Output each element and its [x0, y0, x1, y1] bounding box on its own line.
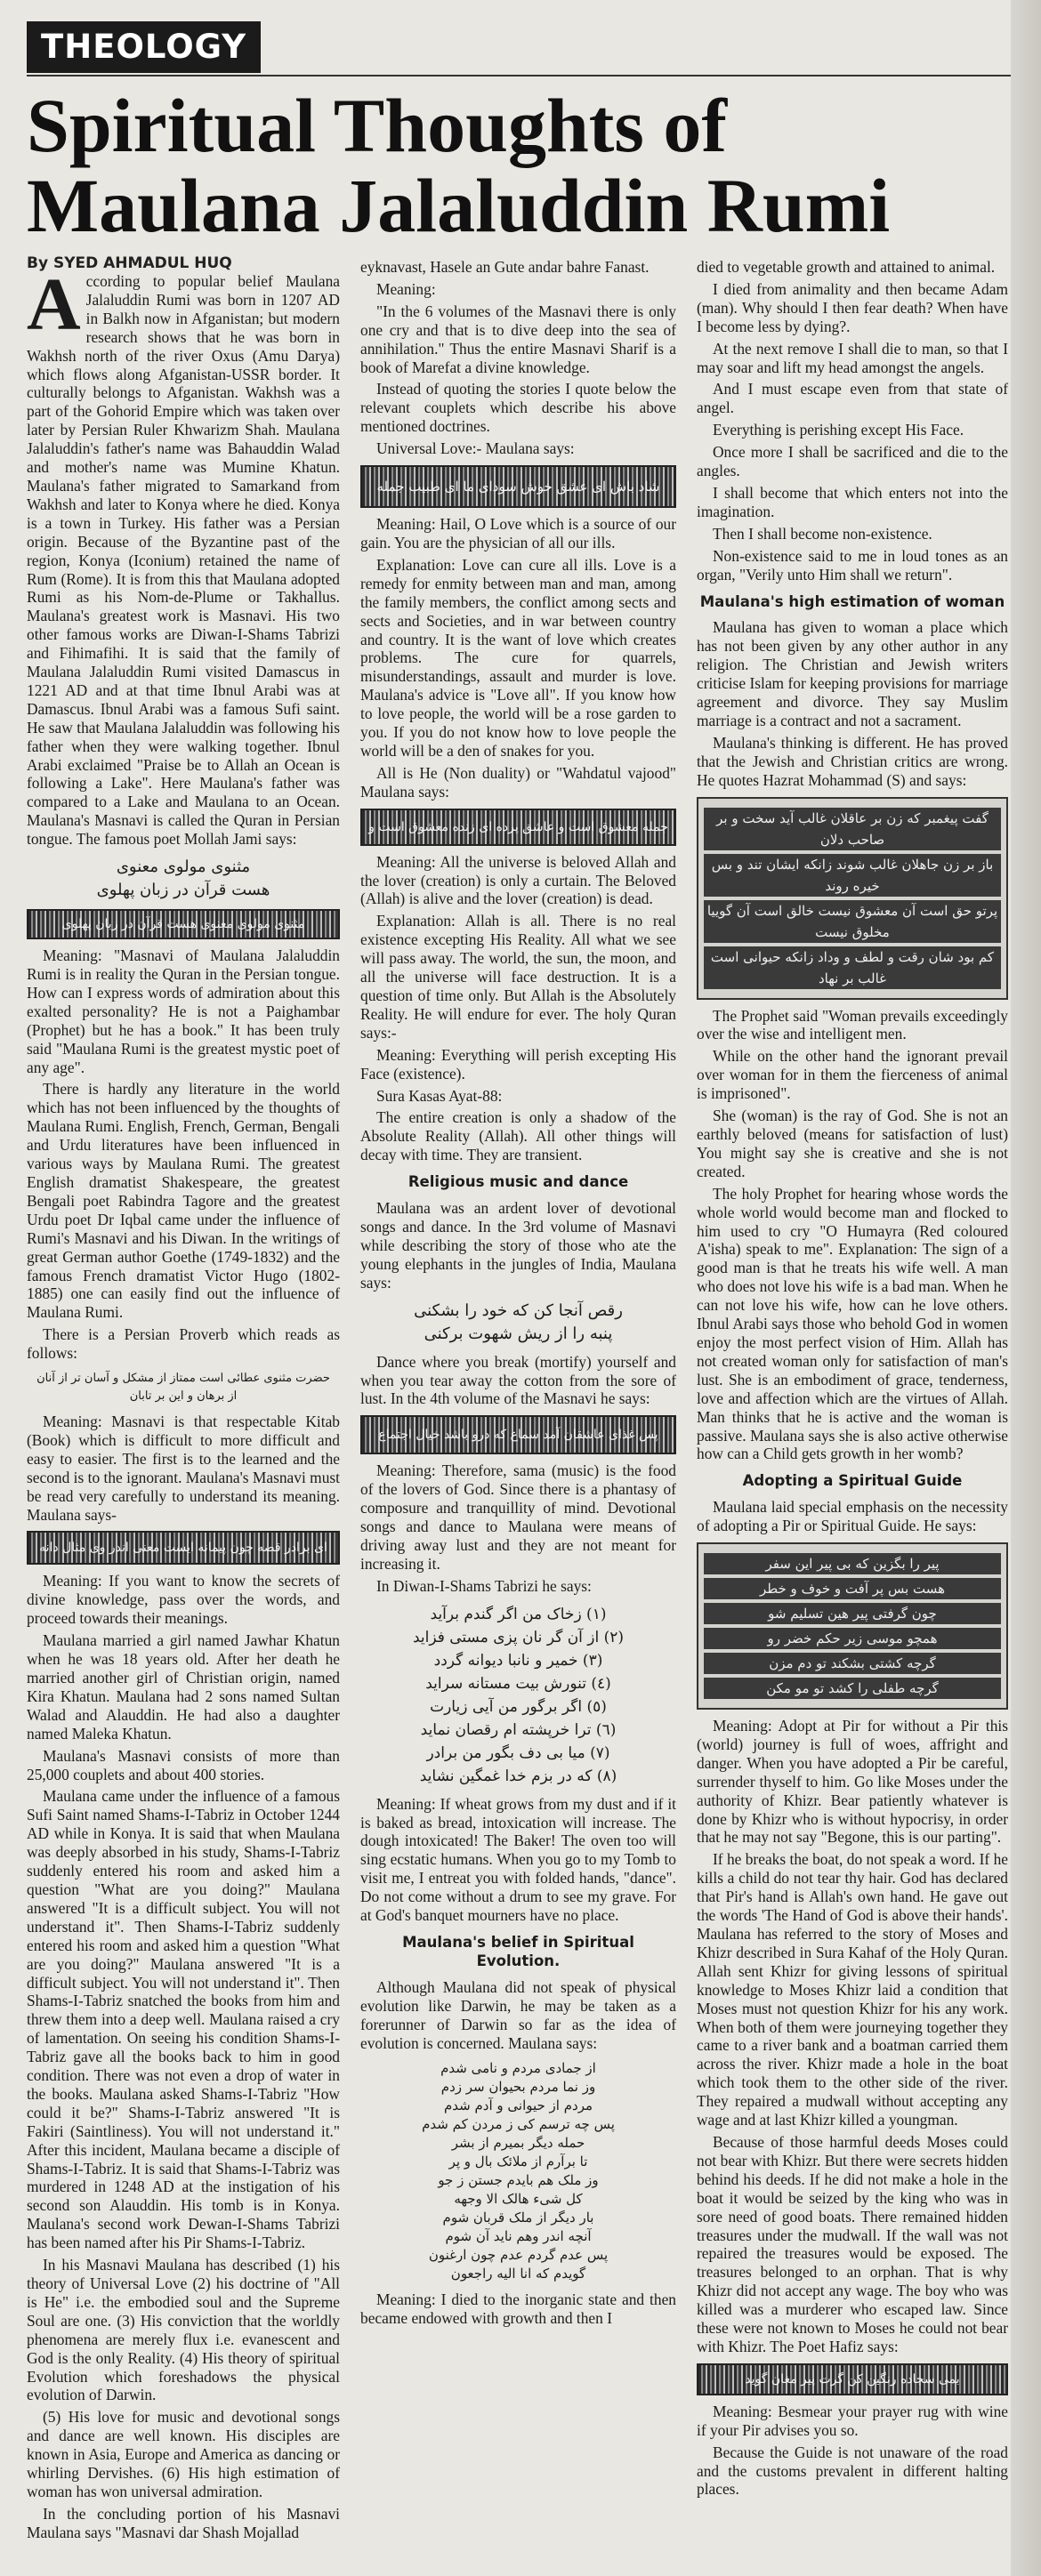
paragraph: The entire creation is only a shadow of the Absolute Reality (Allah). All other things will decay with time. They are transient.	[360, 1108, 676, 1164]
section-heading: Religious music and dance	[408, 1173, 629, 1191]
calligraphy-strip: مثنوی مولوی معنوی هست قرآن در زبان پهلوی	[27, 909, 340, 939]
paragraph: Maulana has given to woman a place which has not been given by any other author in any religion. The Christian and Jewish writers criticise Islam for keeping provisions for marriage agreement and divorce. They say Muslim marriage is a contract and not a sacrament.	[697, 618, 1008, 729]
paragraph: I died from animality and then became Adam (man). Why should I then fear death? When have I become less by dying?.	[697, 279, 1008, 335]
section-heading: Maulana's belief in Spiritual Evolution.	[402, 1934, 634, 1969]
verse-line: (٨) که در بزم خدا غمگین نشاید	[419, 1767, 617, 1785]
persian-couplet	[27, 856, 340, 902]
section-label: THEOLOGY	[27, 21, 261, 73]
paragraph: Meaning: "Masnavi of Maulana Jalaluddin Rumi is in reality the Quran in the Persian tongue. How can I express words of admiration about this exalted personality? He is not a Paighambar (Prophet) but he has a book." It has been truly said "Maulana Rumi is the greatest mystic poet of any age".	[27, 946, 340, 1076]
paragraph: Meaning: Therefore, sama (music) is the food of the lovers of God. Since there is a phantasy of composure and tranquillity of mind. Devotional songs and dance to Maulana were means of driving away lust and they are not meant for increasing it.	[360, 1461, 676, 1573]
calligraphy-panel	[697, 797, 1008, 1000]
couplet-line: هست قرآن در زبان پهلوی	[96, 881, 270, 900]
paragraph: Meaning:	[376, 279, 436, 298]
calligraphy-line: گرچه طفلی را کشد تو مو مکن	[704, 1678, 1001, 1699]
calligraphy-line: چون گرفتی پیر هین تسلیم شو	[704, 1603, 1001, 1624]
paragraph: Non-existence said to me in loud tones as an organ, "Verily unto Him shall we return".	[697, 546, 1008, 584]
paragraph: The Prophet said "Woman prevails exceedingly over the wise and intelligent men.	[697, 1006, 1008, 1043]
paragraph: Although Maulana did not speak of physical evolution like Darwin, he may be taken as a forerunner of Darwin so far as the idea of evolution is concerned. Maulana says:	[360, 1977, 676, 2052]
verse-line: (٥) اگر برگور من آیی زیارت	[430, 1697, 607, 1716]
couplet-line: مثنوی مولوی معنوی	[116, 857, 251, 877]
paragraph: And I must escape even from that state of angel.	[697, 380, 1008, 417]
column-2	[360, 258, 676, 2331]
paragraph: Meaning: Masnavi is that respectable Kitab (Book) which is difficult to more difficult and easy to easier. The first is to the learned and the second is to the ignorant. Maulana's Masnavi must be read very carefully to understand its meaning. Maulana says-	[27, 1413, 340, 1524]
divider	[27, 75, 1023, 76]
paragraph: died to vegetable growth and attained to animal.	[697, 258, 996, 276]
paragraph: Meaning: If you want to know the secrets of divine knowledge, pass over the words, and proceed towards their meanings.	[27, 1572, 340, 1628]
couplet-line: حضرت مثنوی عطائی است ممتاز از مشکل و آسان تر از آنان	[36, 1372, 330, 1386]
page-edge	[1011, 0, 1041, 2576]
persian-proverb	[27, 1370, 340, 1405]
couplet-line: از برهان و این بر تابان	[129, 1389, 238, 1404]
paragraph: If he breaks the boat, do not speak a word. If he kills a child do not tear thy hair. God has declared that Pir's hand is Allah's own hand. He gave out the words 'The Hand of God is above their hands'. Maulana has referred to the story of Moses and Khizr described in Sura Kahaf of the Holy Quran. Allah sent Khizr for giving lessons of spiritual knowledge to Moses Khizr laid a condition that Moses must not question Khizr for his any work. When both of them were journeying together they came to a river bank and a boatman carried them across the river. Khizr made a hole in the boat which took them to the other side of the river. They repaired a mudwall without accepting any wage and at last Khizr killed a youngman.	[697, 1850, 1008, 2129]
calligraphy-strip: جمله معشوق است و عاشق پرده ای زنده معشوق است و	[360, 809, 676, 846]
calligraphy-strip: پس غذای عاشقان آمد سماع که درو باشد خیال اجتماع	[360, 1415, 676, 1454]
calligraphy-line: کم بود شان رقت و لطف و وداد زانکه حیوانی است غالب بر نهاد	[704, 946, 1001, 989]
paragraph: (5) His love for music and devotional songs and dance are well known. His disciples are known in Asia, Europe and America as dancing or whirling Dervishes. (6) His high estimation of woman has won universal admiration.	[27, 2408, 340, 2500]
persian-verses	[360, 2059, 676, 2283]
paragraph: At the next remove I shall die to man, so that I may soar and lift my head amongst the angels.	[697, 339, 1008, 376]
verse-line: مردم از حیوانی و آدم شدم	[443, 2097, 593, 2114]
column-3	[697, 258, 1008, 2502]
persian-couplet	[360, 1300, 676, 1346]
calligraphy-line: هست بس پر آفت و خوف و خطر	[704, 1578, 1001, 1599]
paragraph: Sura Kasas Ayat-88:	[376, 1086, 503, 1105]
paragraph: Universal Love:- Maulana says:	[376, 439, 575, 458]
paragraph: There is a Persian Proverb which reads as follows:	[27, 1325, 340, 1363]
paragraph: Meaning: Everything will perish excepting His Face (existence).	[360, 1045, 676, 1083]
calligraphy-line: پیر را بگزین که بی پیر این سفر	[704, 1553, 1001, 1574]
paragraph: Then I shall become non-existence.	[713, 524, 932, 543]
paragraph: Dance where you break (mortify) yourself and when you tear away the cotton from the sore of lust. In the 4th volume of the Masnavi he says:	[360, 1352, 676, 1408]
paragraph: Meaning: I died to the inorganic state and then became endowed with growth and then I	[360, 2290, 676, 2328]
paragraph: Because the Guide is not unaware of the road and the customs prevalent in different halting places.	[697, 2443, 1008, 2499]
verse-line: (١) زخاک من اگر گندم برآید	[430, 1605, 607, 1623]
calligraphy-strip: شاد باش ای عشق خوش سودای ما ای طبیب جمله	[360, 465, 676, 508]
paragraph: Meaning: If wheat grows from my dust and if it is baked as bread, intoxication will increase. The dough intoxicated! The Baker! The oven too will sing ecstatic humans. When you go to my Tomb to visit me, I entreat you with folded hands, "dance". Do not come without a drum to see my grave. For at God's banquet mourners have no place.	[360, 1794, 676, 1925]
paragraph: The holy Prophet for hearing whose words the whole world would become man and flocked to him used to cry "O Humayra (Red coloured A'isha) speak to me". Explanation: The sign of a good man is that he treats his wife well. A man who does not love his wife is a bad man. When he can not love his wife, how can he love others. Ibnul Arabi says those who behold God in women enjoy the most perfect vision of Him. Allah has not created woman only for satisfaction of man's lust. She is an embodiment of grace, tenderness, love and affection which are the virtues of Allah. Man thinks that he is active and the woman is passive. Maulana says she is also active otherwise how can a Child gets growth in her womb?	[697, 1184, 1008, 1463]
paragraph: While on the other hand the ignorant prevail over woman for in them the fierceness of animal is imprisoned".	[697, 1047, 1008, 1103]
verse-line: (٣) خمیر و نانبا دیوانه گردد	[433, 1651, 603, 1670]
paragraph: In the concluding portion of his Masnavi Maulana says "Masnavi dar Shash Mojallad	[27, 2504, 340, 2541]
paragraph: She (woman) is the ray of God. She is not an earthly beloved (means for satisfaction of lust) You might say she is creative and she is not created.	[697, 1107, 1008, 1180]
verse-line: (٧) میا بی دف بگور من برادر	[426, 1743, 610, 1762]
paragraph: Maulana was an ardent lover of devotional songs and dance. In the 3rd volume of Masnavi while describing the story of those who ate the young elephants in the jungles of India, Maulana says:	[360, 1199, 676, 1292]
verse-line: (٢) از آن گر نان پزی مستی فزاید	[412, 1628, 625, 1646]
calligraphy-line: گفت پیغمبر که زن بر عاقلان غالب آید سخت و بر صاحب دلان	[704, 808, 1001, 850]
paragraph: In his Masnavi Maulana has described (1) his theory of Universal Love (2) his doctrine of "All is He" i.e. the embodied soul and the Supreme Soul are one. (3) His conviction that the worldly phenomena are merely flux i.e. evanescent and God is the only Reality. (4) His theory of spiritual Evolution which foreshadows the physical evolution of Darwin.	[27, 2256, 340, 2404]
paragraph: Explanation: Allah is all. There is no real existence excepting His Reality. All what we see will pass away. The world, the sun, the moon, and all the universe will face destruction. It is a question of time only. But Allah is the Absolutely Reality. He will endure for ever. The holy Quran says:-	[360, 912, 676, 1042]
paragraph: Maulana married a girl named Jawhar Khatun when he was 18 years old. After her death he married another girl of Christian origin, named Kira Khatun. Maulana had 2 sons named Sultan Walad and Alauddin. He had also a daughter named Maleka Khatun.	[27, 1631, 340, 1743]
section-heading: Adopting a Spiritual Guide	[742, 1472, 963, 1490]
calligraphy-strip: بمی سجاده رنگین کن گرت پیر مغان گوید	[697, 2363, 1008, 2395]
paragraph: Maulana's thinking is different. He has proved that the Jewish and Christian critics are wrong. He quotes Hazrat Mohammad (S) and says:	[697, 733, 1008, 789]
verse-line: وز ملک هم بایدم جستن ز جو	[438, 2172, 599, 2189]
paragraph: Maulana laid special emphasis on the necessity of adopting a Pir or Spiritual Guide. He says:	[697, 1498, 1008, 1535]
paragraph: Meaning: Besmear your prayer rug with wine if your Pir advises you so.	[697, 2402, 1008, 2439]
paragraph: In Diwan-I-Shams Tabrizi he says:	[376, 1576, 592, 1595]
verse-line: حمله دیگر بمیرم از بشر	[451, 2135, 585, 2152]
verse-line: از جمادی مردم و نامی شدم	[440, 2060, 596, 2077]
calligraphy-line: پرتو حق است آن معشوق نیست خالق است آن گوییا مخلوق نیست	[704, 900, 1001, 943]
paragraph: Meaning: Hail, O Love which is a source of our gain. You are the physician of all our ills.	[360, 515, 676, 551]
paragraph: Because of those harmful deeds Moses could not bear with Khizr. But there were secrets hidden behind his deeds. If he did not make a hole in the boat it would be seized by the king who was in sore need of good boats. There remained hidden treasures under the mudwall. If the wall was not repaired the treasures would be exposed. The treasures belonged to an orphan. That is why Khizr did not accept any wage. The boy who was killed was a murderer who escaped law. Since these were not known to Moses he could not bear with Khizr. The Poet Hafiz says:	[697, 2132, 1008, 2355]
paragraph: Maulana's Masnavi consists of more than 25,000 couplets and about 400 stories.	[27, 1746, 340, 1783]
calligraphy-line: همچو موسی زیر حکم خضر رو	[704, 1628, 1001, 1649]
verse-line: (٦) ترا خرپشته ام رقصان نماید	[420, 1720, 617, 1739]
verse-line: بار دیگر از ملک قربان شوم	[442, 2210, 594, 2226]
calligraphy-panel	[697, 1542, 1008, 1710]
byline: By SYED AHMADUL HUQ	[27, 254, 232, 272]
verse-line: پس عدم گردم عدم چون ارغنون	[428, 2247, 609, 2264]
paragraph: All is He (Non duality) or "Wahdatul vajood" Maulana says:	[360, 763, 676, 801]
verse-line: پس چه ترسم کی ز مردن کم شدم	[422, 2116, 615, 2133]
paragraph: Explanation: Love can cure all ills. Love is a remedy for enmity between man and man, among the family members, the conflict among sects and sects and Societies, and in war between country and country. It is the want of love which creates problems. The cure for quarrels, misunderstandings, assault and murder is love. Maulana's advice is "Love all". If you know how to love people, the world will be a rose garden to you. If you do not know how to love people the world will be a den of snakes for you.	[360, 555, 676, 760]
couplet-line: رقص آنجا کن که خود را بشکنی	[414, 1300, 623, 1320]
headline: Spiritual Thoughts of Maulana Jalaluddin Rumi	[27, 83, 891, 248]
verse-line: (٤) تنورش بیت مستانه سراید	[425, 1674, 611, 1693]
couplet-line: پنبه را از ریش شهوت برکنی	[424, 1324, 613, 1343]
drop-cap: A	[27, 263, 81, 346]
verse-line: وز نما مردم بحیوان سر زدم	[440, 2079, 596, 2096]
verse-line: آنچه اندر وهم ناید آن شوم	[445, 2228, 592, 2245]
paragraph: "In the 6 volumes of the Masnavi there is only one cry and that is to dive deep into the sea of annihilation." Thus the entire Masnavi Sharif is a book of Marefat a divine knowledge.	[360, 302, 676, 376]
paragraph: I shall become that which enters not into the imagination.	[697, 483, 1008, 520]
paragraph: Instead of quoting the stories I quote below the relevant couplets which describe his above mentioned doctrines.	[360, 380, 676, 436]
verse-line: گویدم که انا الیه راجعون	[450, 2266, 586, 2282]
paragraph: There is hardly any literature in the world which has not been influenced by the thoughts of Maulana Rumi. English, French, German, Bengali and Urdu literatures have been influenced in various ways by Maulana Rumi. The greatest English dramatist Shakespeare, the greatest Bengali poet Rabindra Tagore and the greatest Urdu poet Dr Iqbal came under the influence of Rumi's Masnavi and his Diwan. In the writings of great German author Goethe (1749-1832) and the famous French dramatist Victor Hugo (1802-1885) one can easily find out the influence of Maulana Rumi.	[27, 1080, 340, 1322]
paragraph: eyknavast, Hasele an Gute andar bahre Fanast.	[360, 258, 650, 276]
paragraph: Meaning: Adopt at Pir for without a Pir this (world) journey is full of woes, affright and danger. When you have adopted a Pir be careful, surrender thyself to him. Go like Moses under the authority of Khizr. Bear patiently whatever is done by Khizr who is without hypocrisy, in order that he may not say "Begone, this is our parting".	[697, 1717, 1008, 1847]
calligraphy-line: گرچه کشتی بشکند تو دم مزن	[704, 1653, 1001, 1674]
verse-line: کل شیء هالک الا وجهه	[454, 2191, 583, 2208]
calligraphy-strip: ای برادر قصه چون پیمانه ایست معنی اندر وی مثال دانه	[27, 1531, 340, 1565]
paragraph: Meaning: All the universe is beloved Allah and the lover (creation) is only a curtain. The Beloved (Allah) is alive and the lover (creation) is dead.	[360, 852, 676, 908]
lead-text: ccording to popular belief Maulana Jalaluddin Rumi was born in 1207 AD in Balkh now in Afganistan; but modern research shows that he was born in Wakhsh north of the river Oxus (Amu Darya) which flows along Afganistan-USSR border. It culturally belongs to Afganistan. Wakhsh was a part of the Gohorid Empire which was taken over later by Persian Ruler Khwarizm Shah. Maulana Jalaluddin's father's name was Bahauddin Walad and mother's name was Mumine Khatun. Maulana's father migrated to Samarkand from Wakhsh and later to Konya where he died. Konya is a town in Turkey. His father was a Persian origin. Because of the Byzantine past of the region, Konya (Iconium) retained the name of Rum (Rome). It is from this that Maulana adopted Rumi as his Nom-de-Plume or Takhallus. Maulana's greatest work is Masnavi. His two other famous works are Diwan-I-Shams Tabrizi and Fihimafihi. It is said that the family of Maulana Jalaluddin Rumi visited Damascus in 1221 AD and at that time Ibnul Arabi was at Damascus. Ibnul Arabi was a famous Sufi saint. He saw that Maulana Jalaluddin was following his father when they were walking together. Ibnul Arabi exclaimed "Praise be to Allah an Ocean is following a Lake". Here Maulana's father was compared to a Lake and Maulana to an Ocean. Maulana's Masnavi is called the Quran in Persian tongue. The famous poet Mollah Jami says:	[27, 272, 340, 849]
paragraph: Once more I shall be sacrificed and die to the angles.	[697, 443, 1008, 480]
paragraph: Everything is perishing except His Face.	[713, 421, 964, 439]
calligraphy-line: باز بر زن جاهلان غالب شوند زانکه ایشان تند و بس خیره روند	[704, 854, 1001, 897]
persian-verses	[360, 1603, 676, 1788]
section-heading: Maulana's high estimation of woman	[699, 592, 1005, 610]
verse-line: تا برآرم از ملائک بال و پر	[448, 2153, 588, 2170]
paragraph: Maulana came under the influence of a famous Sufi Saint named Shams-I-Tabriz in October 1244 AD while in Konya. It is said that when Maulana was deeply absorbed in his study, Shams-I-Tabriz suddenly entered his room and asked him a question "What are you doing?" Maulana answered "It is a difficult subject. You will not understand it". Then Shams-I-Tabriz suddenly entered his room and asked him a question "What are you doing?" Maulana answered "It is a difficult subject. You will not understand it". Then Shams-I-Tabriz snatched the books from him and threw them into a deep well. Maulana raised a cry of lamentation. On seeing his condition Shams-I-Tabriz gave all the books back to him in good condition. There was not even a drop of water in the books. Maulana asked Shams-I-Tabriz "How could it be?" Shams-I-Tabriz answered "It is Fakiri (Saintliness). You will not understand it." After this incident, Maulana became a disciple of Shams-I-Tabriz. It is said that Shams-I-Tabriz was murdered in 1248 AD at the instigation of his second son Alauddin. His tomb is in Konya. Maulana's second work Dewan-I-Shams Tabrizi has been named after his Pir Shams-I-Tabriz.	[27, 1787, 340, 2252]
